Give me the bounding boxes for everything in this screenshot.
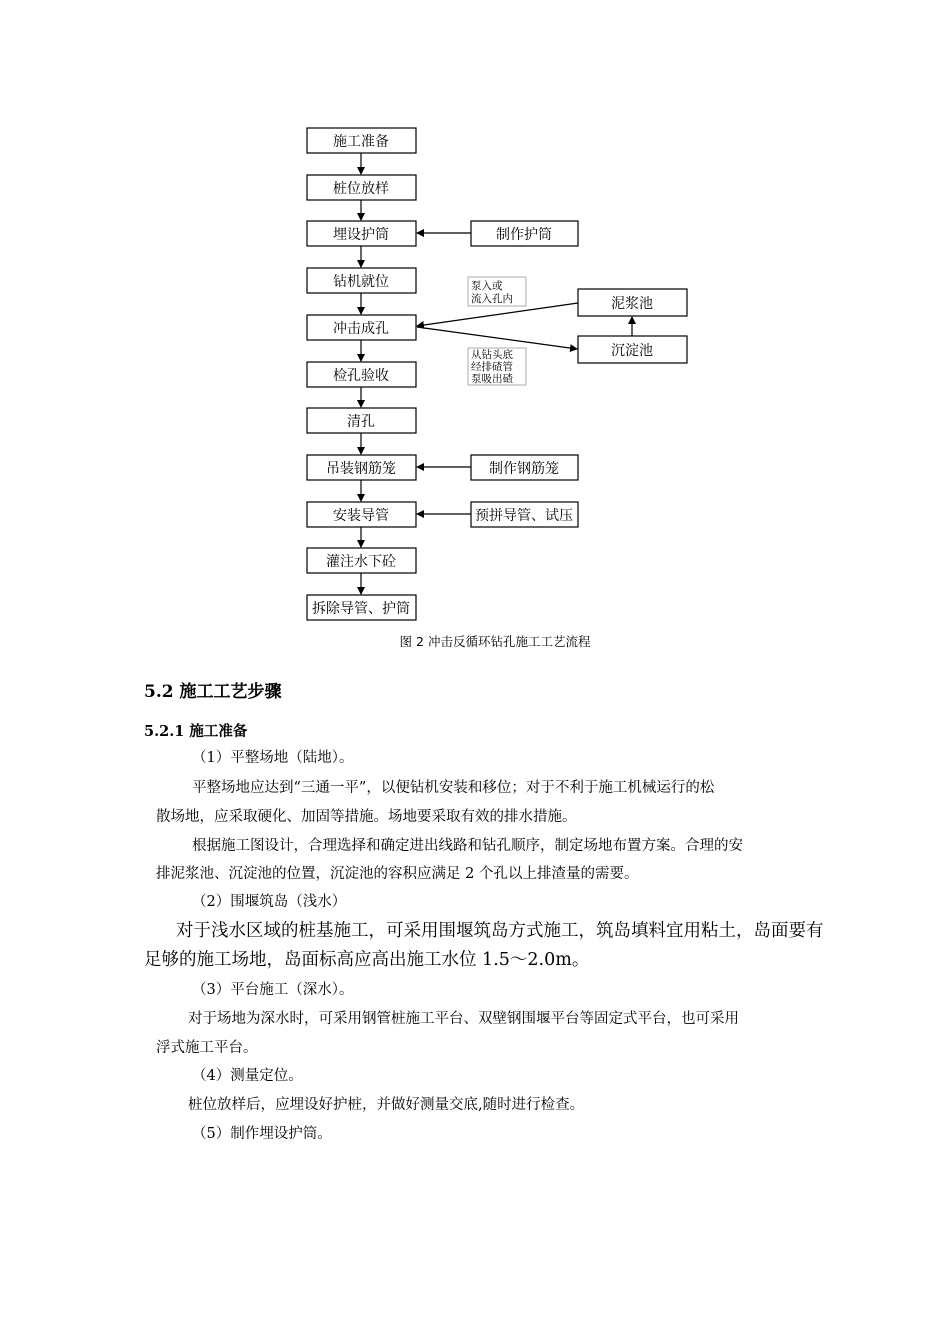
flow-step-layout (307, 175, 416, 200)
subsection-heading: 5.2.1 施工准备 (144, 723, 248, 740)
arrow-slurry-to-drill (417, 303, 578, 326)
flow-step-label: 钻机就位 (333, 274, 389, 290)
paragraph-line: 散场地，应采取硬化、加固等措施。场地要采取有效的排水措施。 (156, 809, 577, 825)
flow-step-drill (307, 315, 416, 340)
flow-step-remove (307, 595, 416, 620)
side-step-label: 预拼导管、试压 (475, 508, 573, 524)
paragraph-line: 平整场地应达到“三通一平”，以便钻机安装和移位；对于不利于施工机械运行的松 (192, 780, 715, 796)
flow-step-inspect (307, 362, 416, 387)
side-step-label: 泥浆池 (611, 296, 653, 312)
flow-step-label: 灌注水下砼 (326, 554, 396, 570)
flow-step-label: 埋设护筒 (333, 227, 389, 243)
paragraph-line: 浮式施工平台。 (156, 1040, 258, 1056)
paragraph-item-5: （5）制作埋设护筒。 (192, 1126, 332, 1142)
side-step-slurry-pit (578, 289, 687, 316)
flow-step-label: 吊装钢筋笼 (326, 461, 396, 477)
construction-flowchart (0, 0, 950, 630)
flow-step-prep (307, 128, 416, 153)
flow-step-label: 施工准备 (333, 134, 389, 150)
paragraph-line: 对于浅水区域的桩基施工，可采用围堰筑岛方式施工，筑岛填料宜用粘土，岛面要有 (176, 921, 824, 941)
flow-step-conduit (307, 502, 416, 527)
note-pump-in (468, 277, 526, 306)
side-step-make-casing (471, 221, 578, 246)
side-step-label: 制作护筒 (496, 227, 552, 243)
side-step-label: 沉淀池 (611, 343, 653, 359)
flow-step-label: 检孔验收 (333, 368, 389, 384)
flow-step-casing (307, 221, 416, 246)
flow-step-label: 清孔 (347, 414, 375, 430)
flow-step-label: 安装导管 (333, 508, 389, 524)
note-line: 流入孔内 (471, 293, 513, 305)
paragraph-line: 足够的施工场地，岛面标高应高出施工水位 1.5～2.0m。 (144, 950, 590, 970)
note-line: 泵吸出碴 (471, 373, 513, 385)
flow-step-label: 拆除导管、护筒 (312, 601, 410, 617)
note-line: 泵入或 (471, 280, 503, 292)
note-pump-out (468, 348, 526, 385)
flow-step-label: 桩位放样 (333, 181, 389, 197)
side-step-settling-pit (578, 336, 687, 363)
flow-step-pour (307, 548, 416, 573)
flow-step-rig (307, 268, 416, 293)
flow-step-label: 冲击成孔 (333, 321, 389, 337)
figure-caption: 图 2 冲击反循环钻孔施工工艺流程 (399, 634, 591, 649)
paragraph-item-1: （1）平整场地（陆地）。 (192, 750, 354, 766)
side-step-make-cage (471, 455, 578, 480)
note-line: 经排碴管 (471, 361, 513, 373)
paragraph-item-2: （2）围堰筑岛（浅水） (192, 894, 347, 910)
paragraph-line: 对于场地为深水时，可采用钢管桩施工平台、双壁钢围堰平台等固定式平台，也可采用 (188, 1011, 739, 1027)
paragraph-line: 根据施工图设计，合理选择和确定进出线路和钻孔顺序，制定场地布置方案。合理的安 (192, 838, 743, 854)
side-step-label: 制作钢筋笼 (489, 461, 559, 477)
note-line: 从钻头底 (471, 349, 513, 361)
flow-step-hoist-cage (307, 455, 416, 480)
paragraph-item-3: （3）平台施工（深水）。 (192, 982, 354, 998)
section-heading: 5.2 施工工艺步骤 (144, 682, 282, 702)
arrow-drill-to-settling (417, 327, 577, 349)
flow-step-clean (307, 408, 416, 433)
paragraph-line: 排泥浆池、沉淀池的位置，沉淀池的容积应满足 2 个孔以上排渣量的需要。 (156, 866, 639, 882)
paragraph-item-4: （4）测量定位。 (192, 1068, 303, 1084)
side-step-preassemble-conduit (471, 502, 578, 527)
paragraph-line: 桩位放样后，应埋设好护桩，并做好测量交底,随时进行检查。 (188, 1097, 585, 1113)
